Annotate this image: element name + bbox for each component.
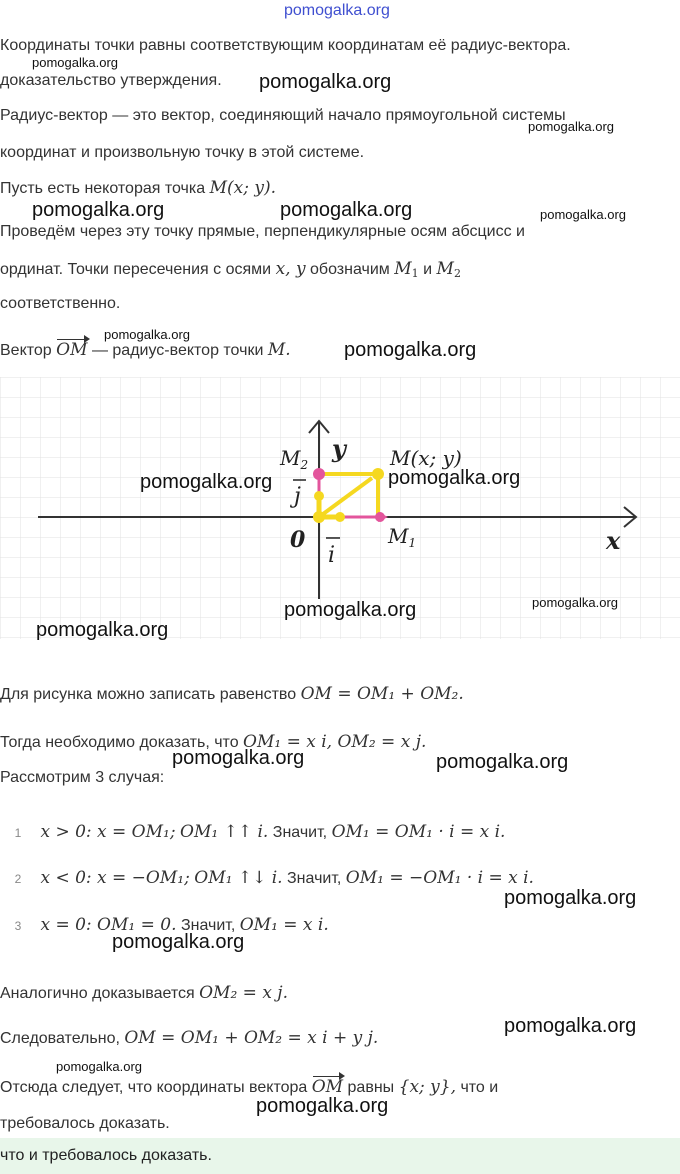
result-line [0, 1077, 498, 1098]
equation-sum-line [0, 684, 464, 705]
conclusion-math: OM = OM₁ + OM₂ = x i + y j. [124, 1028, 379, 1048]
radius-vector-text: — радиус-вектор точки [91, 342, 264, 359]
site-header-link[interactable]: pomogalka.org [284, 2, 390, 19]
watermark-text: pomogalka.org [56, 1059, 142, 1074]
watermark-text: pomogalka.org [104, 327, 190, 342]
point-math: M(x; y). [209, 178, 276, 198]
case-number: 2 [14, 872, 22, 886]
goal-text: Тогда необходимо доказать, что [0, 734, 239, 751]
case-relation: OM₁ ↑↓ i. [194, 868, 283, 888]
statement-text: Координаты точки равны соответствующим координатам её радиус-вектора. [0, 37, 571, 54]
watermark-text: pomogalka.org [504, 1015, 637, 1037]
j-dot [314, 491, 324, 501]
goal-math: OM₁ = x i, OM₂ = x j. [243, 732, 427, 752]
point-text: Пусть есть некоторая точка [0, 180, 206, 197]
point-m: M. [267, 340, 291, 360]
qed-text: что и требовалось доказать. [0, 1147, 212, 1164]
om-vector: OM [56, 340, 88, 360]
watermark-text: pomogalka.org [532, 595, 618, 610]
m1-label: $M_1$ [388, 524, 417, 550]
radius-vector-line [0, 340, 291, 361]
case-number: 1 [14, 826, 22, 840]
result-vector: OM [311, 1077, 344, 1097]
case-then: Значит, [180, 917, 236, 934]
result-post-text: что и [460, 1079, 499, 1096]
watermark-text: pomogalka.org [504, 887, 637, 909]
case-condition: x > 0: x = OM₁; [40, 822, 176, 842]
denote-text: обозначим [310, 261, 390, 278]
y-label: y [332, 434, 346, 463]
qed-box [0, 1138, 680, 1174]
analog-line [0, 983, 288, 1004]
origin-label: 0 [290, 527, 306, 553]
construction-text: ординат. Точки пересечения с осями [0, 261, 272, 278]
construction-line-3: соответственно. [0, 295, 121, 312]
analog-text: Аналогично доказывается [0, 985, 195, 1002]
watermark-text: pomogalka.org [284, 599, 417, 621]
case-result: OM₁ = x i. [239, 915, 329, 935]
m-label: M(x; y) [390, 446, 462, 470]
watermark-text: pomogalka.org [528, 119, 614, 134]
m2-label: $M_2$ [280, 446, 309, 472]
j-label: j [294, 484, 301, 509]
case-then: Значит, [287, 870, 342, 887]
case-result: OM₁ = OM₁ · i = x i. [331, 822, 506, 842]
watermark-text: pomogalka.org [172, 747, 305, 769]
watermark-text: pomogalka.org [112, 931, 245, 953]
i-label: i [328, 543, 336, 568]
m2-dot [313, 468, 325, 480]
case-item [0, 868, 534, 888]
i-dot [335, 512, 345, 522]
and-text: и [423, 261, 433, 278]
watermark-text: pomogalka.org [32, 55, 118, 70]
case-relation: OM₁ ↑↑ i. [180, 822, 269, 842]
definition-line-2: координат и произвольную точку в этой системе. [0, 144, 365, 161]
analog-math: OM₂ = x j. [199, 983, 288, 1003]
point-line [0, 178, 276, 199]
case-result: OM₁ = −OM₁ · i = x i. [345, 868, 534, 888]
cases-intro: Рассмотрим 3 случая: [0, 769, 165, 786]
case-number: 3 [14, 919, 22, 933]
m2-math: $M_2$ [436, 259, 461, 280]
watermark-text: pomogalka.org [36, 619, 169, 641]
proof-label: доказательство утверждения. [0, 72, 222, 89]
m1-dot [375, 512, 385, 522]
result-equal-text: равны [347, 1079, 395, 1096]
m-dot [372, 468, 384, 480]
construction-line-2 [0, 259, 461, 284]
case-item [0, 822, 505, 842]
origin-dot [313, 511, 325, 523]
equation-sum-math: OM = OM₁ + OM₂. [300, 684, 464, 704]
result-text: Отсюда следует, что координаты вектора [0, 1079, 308, 1096]
definition-line-1: Радиус-вектор — это вектор, соединяющий начало прямоугольной системы [0, 107, 566, 124]
axes-math: x, y [275, 259, 306, 279]
conclusion-line [0, 1028, 378, 1049]
watermark-text: pomogalka.org [32, 199, 165, 221]
result-set: {x; y}, [398, 1077, 456, 1097]
m1-math: $M_1$ [394, 259, 419, 280]
case-condition: x < 0: x = −OM₁; [40, 868, 190, 888]
watermark-text: pomogalka.org [344, 339, 477, 361]
watermark-text: pomogalka.org [436, 751, 569, 773]
construction-line-1: Проведём через эту точку прямые, перпендикулярные осям абсцисс и [0, 223, 525, 240]
watermark-text: pomogalka.org [540, 207, 626, 222]
watermark-text: pomogalka.org [140, 471, 273, 493]
watermark-text: pomogalka.org [280, 199, 413, 221]
equation-sum-text: Для рисунка можно записать равенство [0, 686, 297, 703]
case-condition: x = 0: OM₁ = 0. [40, 915, 177, 935]
vector-word: Вектор [0, 342, 52, 359]
watermark-text: pomogalka.org [256, 1095, 389, 1117]
watermark-text: pomogalka.org [259, 71, 392, 93]
result-line-2: требовалось доказать. [0, 1115, 170, 1132]
case-then: Значит, [272, 824, 328, 841]
conclusion-text: Следовательно, [0, 1030, 120, 1047]
watermark-text: pomogalka.org [388, 467, 521, 489]
x-label: x [606, 526, 621, 555]
